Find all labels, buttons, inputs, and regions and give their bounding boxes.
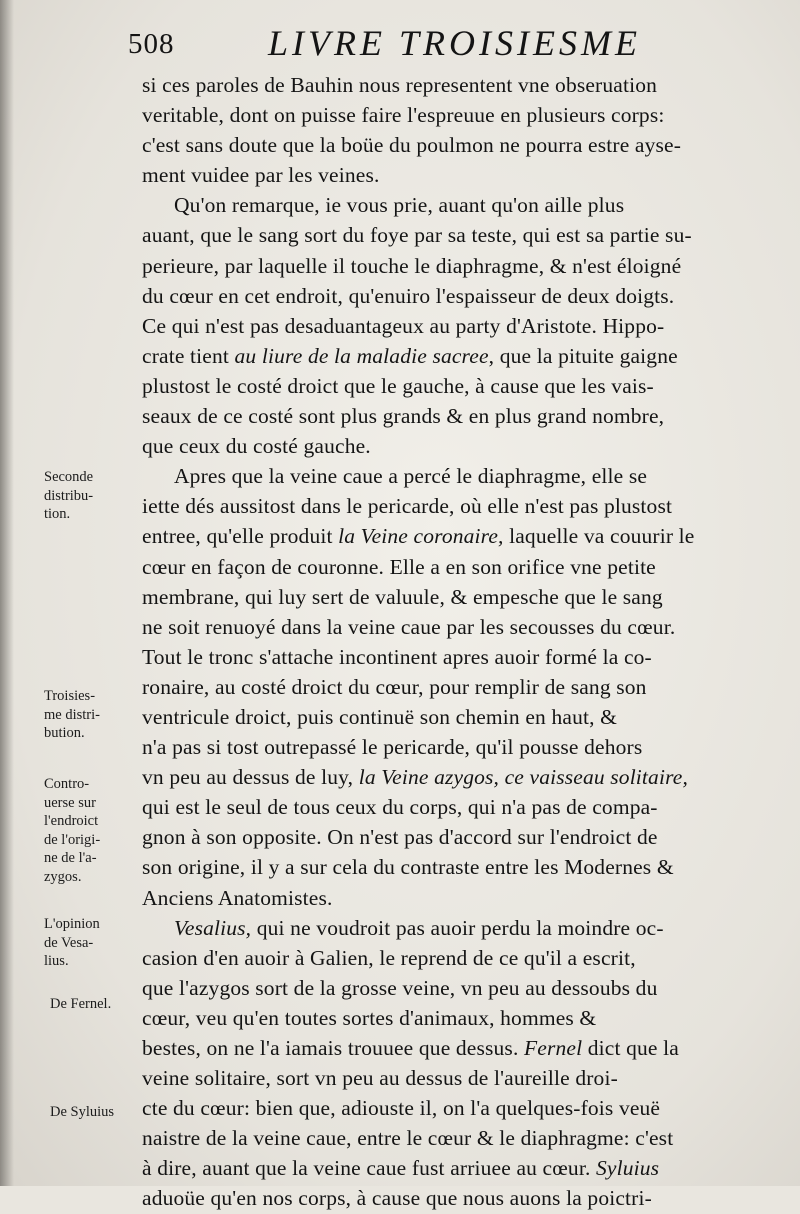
- text-line-roman: Qu'on remarque, ie vous prie, auant qu'on aille plus: [174, 193, 625, 218]
- text-line-roman: si ces paroles de Bauhin nous representent vne obseruation: [142, 73, 657, 97]
- marginal-line: zygos.: [44, 868, 82, 885]
- text-line: [142, 371, 782, 401]
- text-line-roman: cte du cœur: bien que, adiouste il, on l'a quelques-fois veuë: [142, 1096, 661, 1121]
- marginal-line: tion.: [44, 506, 71, 522]
- text-line: [142, 190, 782, 220]
- text-line-roman: n'a pas si tost outrepassé le pericarde, qu'il pousse dehors: [142, 735, 643, 760]
- text-line-roman: cœur en façon de couronne. Elle a en son orifice vne petite: [142, 554, 656, 579]
- text-line-roman: Ce qui n'est pas desaduantageux au party d'Aristote. Hippo-: [142, 313, 665, 338]
- text-line-roman-after: qui ne voudroit pas auoir perdu la moindre oc-: [251, 915, 664, 940]
- text-line: [142, 341, 782, 371]
- text-line-roman: naistre de la veine caue, entre le cœur & le diaphragme: c'est: [142, 1126, 674, 1151]
- text-line-roman: ronaire, au costé droict du cœur, pour remplir de sang son: [142, 674, 647, 699]
- text-line: [142, 612, 782, 642]
- text-line: [142, 913, 782, 943]
- text-line: [142, 732, 782, 762]
- text-line-roman: membrane, qui luy sert de valuule, & empesche que le sang: [142, 584, 663, 609]
- marginal-line: ne de l'a-: [44, 850, 97, 866]
- text-line-roman: cœur, veu qu'en toutes sortes d'animaux, hommes &: [142, 1005, 597, 1030]
- text-line-roman: son origine, il y a sur cela du contraste entre les Modernes &: [142, 855, 674, 880]
- text-line: [142, 1033, 782, 1063]
- text-line: [142, 762, 782, 792]
- marginal-line: Seconde: [44, 469, 94, 485]
- text-line-roman: seaux de ce costé sont plus grands & en plus grand nombre,: [142, 404, 665, 429]
- marginal-line: bution.: [44, 725, 85, 741]
- text-line-roman: perieure, par laquelle il touche le diaphragme, & n'est éloigné: [142, 253, 682, 278]
- marginal-line: Troisies-: [44, 688, 96, 704]
- marginal-line: l'endroict: [44, 813, 99, 829]
- text-line: [142, 1093, 782, 1123]
- running-title: LIVRE TROISIESME: [268, 23, 641, 63]
- marginal-line: De Fernel.: [50, 996, 112, 1012]
- marginal-line: Contro-: [44, 776, 90, 792]
- text-line-roman: auant, que le sang sort du foye par sa teste, qui est sa partie su-: [142, 223, 692, 248]
- text-line: [142, 642, 782, 672]
- text-line: [142, 552, 782, 582]
- text-line-roman: veritable, dont on puisse faire l'espreuue en plusieurs corps:: [142, 103, 665, 128]
- text-line-roman: veine solitaire, sort vn peu au dessus de l'aureille droi-: [142, 1066, 618, 1091]
- marginal-line: de Vesa-: [44, 934, 94, 951]
- text-line-roman: plustost le costé droict que le gauche, à cause que les vais-: [142, 373, 654, 398]
- text-line: [142, 401, 782, 431]
- text-line-roman: crate tient: [142, 343, 235, 368]
- text-line-italic: la Veine azygos, ce vaisseau solitaire,: [358, 765, 689, 790]
- marginal-line: me distri-: [44, 706, 100, 723]
- text-line: [142, 1183, 782, 1213]
- text-line-roman: aduoüe qu'en nos corps, à cause que nous auons la poictri-: [142, 1186, 652, 1211]
- text-line-italic: Syluius: [596, 1156, 660, 1181]
- marginal-note-troisiesme-distribution: [44, 687, 144, 743]
- text-line-roman: gnon à son opposite. On n'est pas d'accord sur l'endroict de: [142, 825, 658, 850]
- text-line-roman: du cœur en cet endroit, qu'enuiro l'espaisseur de deux doigts.: [142, 283, 675, 308]
- text-line: [142, 973, 782, 1003]
- text-line-roman: Apres que la veine caue a percé le diaphragme, elle se: [174, 464, 648, 489]
- text-line-roman: c'est sans doute que la boüe du poulmon ne pourra estre ayse-: [142, 133, 682, 158]
- text-line-roman: entree, qu'elle produit: [142, 524, 339, 549]
- text-line-roman: que ceux du costé gauche.: [142, 434, 371, 459]
- text-line: [142, 582, 782, 612]
- text-line: [142, 1063, 782, 1093]
- text-line-roman: bestes, on ne l'a iamais trouuee que dessus.: [142, 1036, 525, 1060]
- text-line: [142, 1003, 782, 1033]
- text-line: [142, 943, 782, 973]
- text-line-italic: Fernel: [524, 1036, 583, 1060]
- text-line: [142, 251, 782, 281]
- text-line: [142, 1153, 782, 1183]
- marginal-line: L'opinion: [44, 916, 100, 932]
- text-line-roman: vn peu au dessus de luy,: [142, 765, 359, 790]
- text-line-roman: ventricule droict, puis continuë son chemin en haut, &: [142, 704, 618, 729]
- text-line-roman-after: laquelle va couurir le: [503, 524, 695, 549]
- page-number: 508: [128, 28, 175, 60]
- text-line-roman: Tout le tronc s'attache incontinent apres auoir formé la co-: [142, 644, 652, 669]
- marginal-line: lius.: [44, 953, 69, 969]
- marginal-note-seconde-distribution: [44, 468, 144, 524]
- marginal-line: de l'origi-: [44, 831, 101, 848]
- marginal-note-syluius: [50, 1103, 150, 1122]
- text-line: [142, 100, 782, 130]
- page-header: [128, 20, 768, 70]
- text-line: [142, 883, 782, 913]
- marginal-note-fernel: [50, 995, 150, 1014]
- text-line-roman: ment vuidee par les veines.: [142, 163, 380, 188]
- text-line: [142, 220, 782, 250]
- marginal-note-vesalius: [44, 915, 144, 971]
- body-text: [142, 70, 782, 1214]
- page-gutter-shadow: [0, 0, 14, 1186]
- marginal-line: uerse sur: [44, 794, 96, 811]
- text-line: [142, 792, 782, 822]
- text-line: [142, 311, 782, 341]
- text-line-roman: ne soit renuoyé dans la veine caue par les secousses du cœur.: [142, 614, 676, 639]
- text-line: [142, 491, 782, 521]
- text-line: [142, 130, 782, 160]
- text-line-roman: iette dés aussitost dans le pericarde, où elle n'est pas plustost: [142, 494, 673, 519]
- marginal-line: De Syluius: [50, 1104, 115, 1120]
- text-line-roman: qui est le seul de tous ceux du corps, qui n'a pas de compa-: [142, 795, 658, 820]
- text-line: [142, 431, 782, 461]
- text-line: [142, 461, 782, 491]
- marginal-line: distribu-: [44, 487, 94, 504]
- text-line-italic: la Veine coronaire,: [338, 524, 504, 549]
- text-line-roman: casion d'en auoir à Galien, le reprend de ce qu'il a escrit,: [142, 945, 636, 970]
- text-line: [142, 160, 782, 190]
- marginal-note-controuerse: [44, 775, 144, 886]
- text-line-italic: Vesalius,: [174, 915, 252, 940]
- text-line: [142, 822, 782, 852]
- text-line: [142, 521, 782, 551]
- text-line-italic: au liure de la maladie sacree: [234, 343, 489, 368]
- text-line: [142, 281, 782, 311]
- text-line: [142, 852, 782, 882]
- text-line: [142, 70, 782, 100]
- text-line: [142, 1123, 782, 1153]
- text-line-roman: que l'azygos sort de la grosse veine, vn peu au dessoubs du: [142, 975, 658, 1000]
- text-line-roman-after: , que la pituite gaigne: [488, 343, 678, 368]
- text-line: [142, 672, 782, 702]
- text-line: [142, 702, 782, 732]
- text-line-roman: Anciens Anatomistes.: [142, 885, 333, 910]
- text-line-roman: à dire, auant que la veine caue fust arriuee au cœur.: [142, 1156, 597, 1181]
- text-line-roman-after: dict que la: [582, 1036, 679, 1060]
